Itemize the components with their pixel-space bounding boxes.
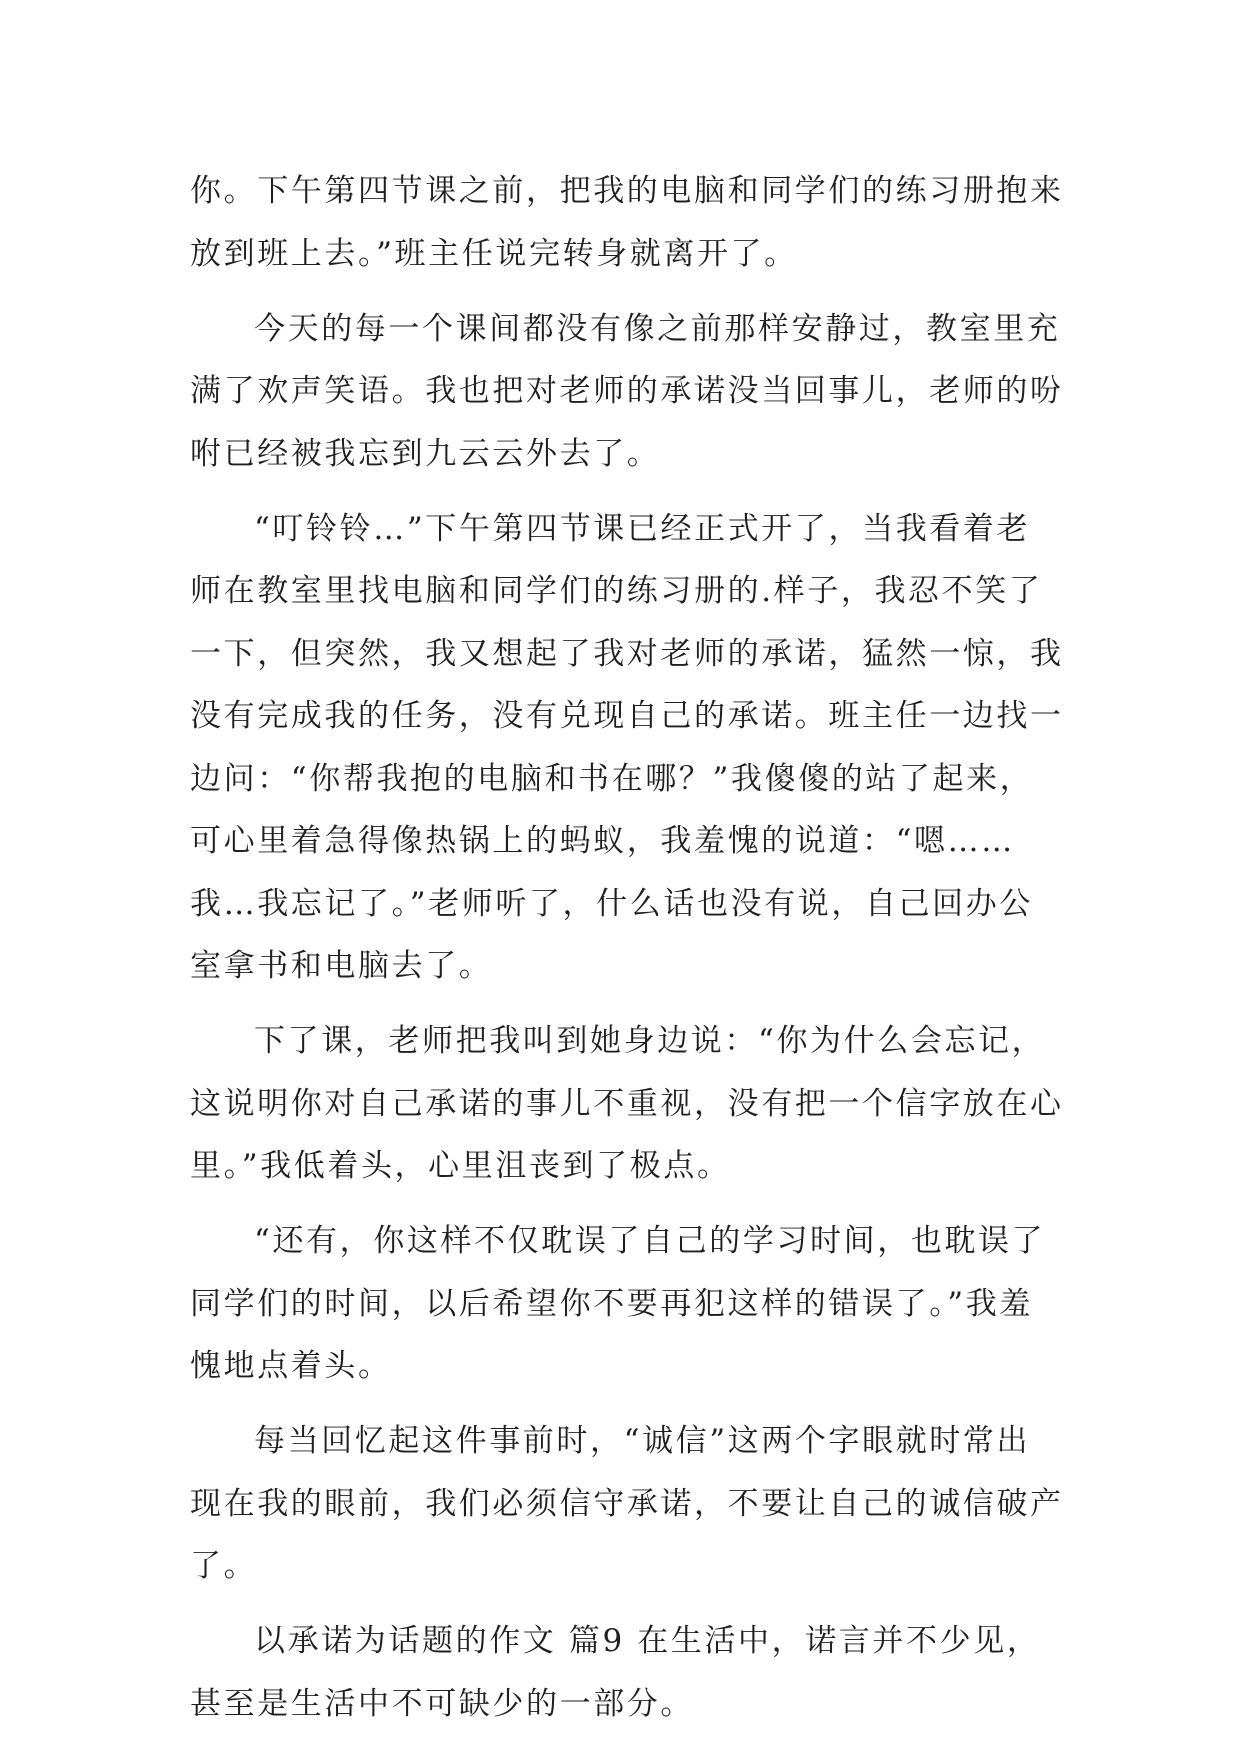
text-line: “还有，你这样不仅耽误了自己的学习时间，也耽误了 xyxy=(254,1223,1046,1259)
document-body xyxy=(190,160,1064,1735)
text-line: 每当回忆起这件事前时，“诚信”这两个字眼就时常出 xyxy=(254,1423,1031,1459)
text-line: 满了欢声笑语。我也把对老师的承诺没当回事儿，老师的吩 xyxy=(190,373,1064,409)
paragraph-gap xyxy=(190,998,1060,1011)
text-line: 放到班上去。”班主任说完转身就离开了。 xyxy=(190,235,798,272)
text-line: 现在我的眼前，我们必须信守承诺，不要让自己的诚信破产 xyxy=(190,1485,1064,1522)
text-line: 没有完成我的任务，没有兑现自己的承诺。班主任一边找一 xyxy=(190,698,1064,734)
text-line: 以承诺为话题的作文 篇9 在生活中，诺言并不少见， xyxy=(254,1623,1041,1659)
text-line: 师在教室里找电脑和同学们的练习册的.样子，我忍不笑了 xyxy=(190,573,1043,609)
paragraph-gap xyxy=(190,485,1060,498)
text-line: 你。下午第四节课之前，把我的电脑和同学们的练习册抱来 xyxy=(190,173,1064,209)
text-line: 愧地点着头。 xyxy=(190,1348,392,1384)
text-line: 咐已经被我忘到九云云外去了。 xyxy=(190,435,661,472)
text-line: 一下，但突然，我又想起了我对老师的承诺，猛然一惊，我 xyxy=(190,635,1064,672)
text-line: 室拿书和电脑去了。 xyxy=(190,948,493,984)
paragraph-gap xyxy=(190,1198,1060,1211)
text-line: 边问：“你帮我抱的电脑和书在哪？”我傻傻的站了起来， xyxy=(190,760,1034,797)
text-line: 可心里着急得像热锅上的蚂蚁，我羞愧的说道：“嗯…… xyxy=(190,823,1015,859)
text-line: 了。 xyxy=(190,1548,258,1584)
text-line: 甚至是生活中不可缺少的一部分。 xyxy=(190,1685,694,1722)
text-line: 这说明你对自己承诺的事儿不重视，没有把一个信字放在心 xyxy=(190,1085,1064,1122)
text-line: 今天的每一个课间都没有像之前那样安静过，教室里充 xyxy=(254,310,1061,347)
paragraph-gap xyxy=(190,285,1060,298)
text-line: 同学们的时间，以后希望你不要再犯这样的错误了。”我羞 xyxy=(190,1285,1033,1322)
text-line: “叮铃铃…”下午第四节课已经正式开了，当我看着老 xyxy=(254,510,1031,547)
text-line: 我…我忘记了。”老师听了，什么话也没有说，自己回办公 xyxy=(190,885,1033,922)
text-line: 下了课，老师把我叫到她身边说：“你为什么会忘记， xyxy=(254,1023,1046,1059)
text-line: 里。”我低着头，心里沮丧到了极点。 xyxy=(190,1148,731,1184)
paragraph-gap xyxy=(190,1598,1060,1611)
paragraph-gap xyxy=(190,1398,1060,1411)
